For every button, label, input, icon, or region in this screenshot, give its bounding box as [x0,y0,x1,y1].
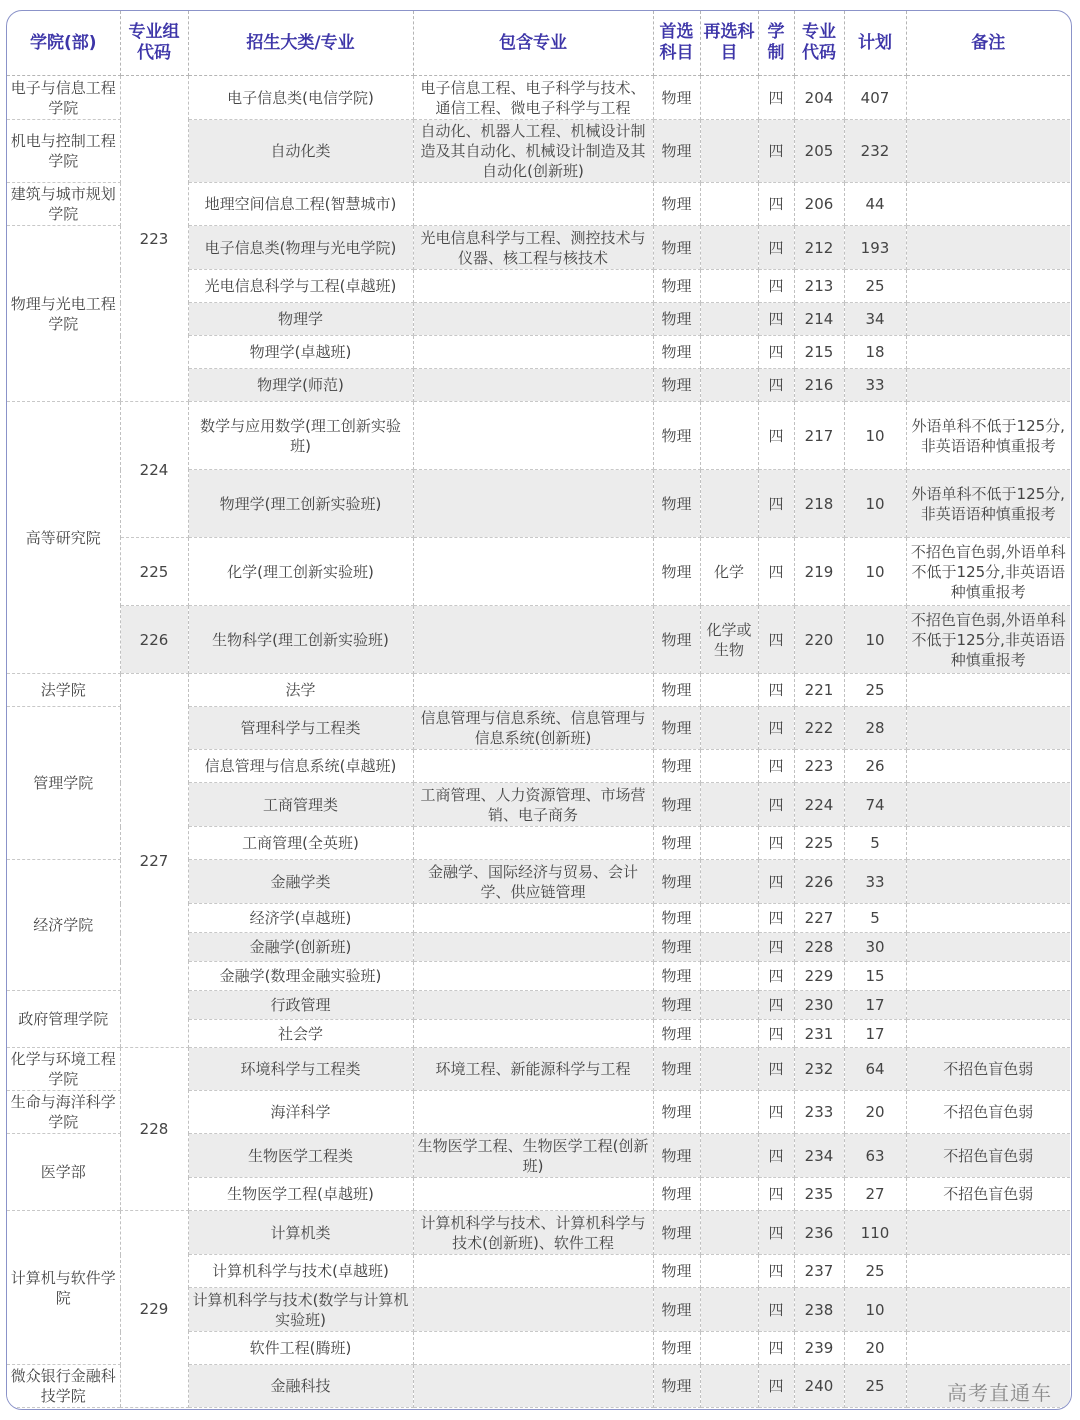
college-cell: 政府管理学院 [7,991,120,1048]
plan-cell: 10 [844,1288,906,1332]
table-row [7,1048,1070,1091]
years-cell: 四 [758,1365,794,1408]
included-majors-cell: 自动化、机器人工程、机械设计制造及其自动化、机械设计制造及其自动化(创新班) [413,120,653,183]
table-row [7,1211,1070,1255]
second-subject-cell [700,402,758,470]
college-cell: 机电与控制工程学院 [7,120,120,183]
table-body [7,76,1070,1408]
major-cell: 行政管理 [188,991,413,1020]
included-majors-cell [413,1091,653,1134]
plan-cell: 74 [844,783,906,827]
first-subject-cell: 物理 [653,933,700,962]
major-code-cell: 222 [794,707,844,750]
years-cell: 四 [758,470,794,538]
major-cell: 物理学(理工创新实验班) [188,470,413,538]
major-code-cell: 214 [794,303,844,336]
first-subject-cell: 物理 [653,226,700,270]
first-subject-cell: 物理 [653,303,700,336]
major-cell: 地理空间信息工程(智慧城市) [188,183,413,226]
major-cell: 电子信息类(电信学院) [188,76,413,120]
major-code-cell: 223 [794,750,844,783]
included-majors-cell [413,369,653,402]
major-cell: 软件工程(腾班) [188,1332,413,1365]
second-subject-cell [700,226,758,270]
years-cell: 四 [758,933,794,962]
years-cell: 四 [758,962,794,991]
note-cell [906,183,1070,226]
first-subject-cell: 物理 [653,707,700,750]
first-subject-cell: 物理 [653,827,700,860]
major-cell: 信息管理与信息系统(卓越班) [188,750,413,783]
major-cell: 环境科学与工程类 [188,1048,413,1091]
included-majors-cell [413,750,653,783]
plan-cell: 5 [844,904,906,933]
college-cell: 计算机与软件学院 [7,1211,120,1365]
header-years: 学制 [758,11,794,76]
header-college: 学院(部) [7,11,120,76]
major-code-cell: 221 [794,674,844,707]
years-cell: 四 [758,1048,794,1091]
note-cell: 不招色盲色弱,外语单科不低于125分,非英语语种慎重报考 [906,606,1070,674]
included-majors-cell [413,1288,653,1332]
included-majors-cell: 电子信息工程、电子科学与技术、通信工程、微电子科学与工程 [413,76,653,120]
first-subject-cell: 物理 [653,674,700,707]
major-code-cell: 204 [794,76,844,120]
first-subject-cell: 物理 [653,369,700,402]
first-subject-cell: 物理 [653,1211,700,1255]
second-subject-cell [700,1365,758,1408]
plan-cell: 193 [844,226,906,270]
major-code-cell: 219 [794,538,844,606]
table-row [7,538,1070,606]
major-code-cell: 224 [794,783,844,827]
note-cell: 不招色盲色弱 [906,1048,1070,1091]
major-code-cell: 228 [794,933,844,962]
plan-cell: 17 [844,1020,906,1048]
plan-cell: 25 [844,674,906,707]
second-subject-cell [700,674,758,707]
years-cell: 四 [758,1288,794,1332]
second-subject-cell [700,1288,758,1332]
note-cell [906,270,1070,303]
table-row [7,606,1070,674]
admissions-plan-table [7,11,1070,1408]
second-subject-cell [700,827,758,860]
plan-cell: 28 [844,707,906,750]
plan-cell: 34 [844,303,906,336]
major-code-cell: 236 [794,1211,844,1255]
group-code-cell: 223 [120,76,188,402]
first-subject-cell: 物理 [653,1178,700,1211]
second-subject-cell [700,76,758,120]
college-cell: 管理学院 [7,707,120,860]
included-majors-cell [413,606,653,674]
note-cell [906,76,1070,120]
first-subject-cell: 物理 [653,606,700,674]
major-cell: 生物医学工程类 [188,1134,413,1178]
plan-cell: 25 [844,1255,906,1288]
note-cell: 外语单科不低于125分,非英语语种慎重报考 [906,470,1070,538]
major-code-cell: 237 [794,1255,844,1288]
major-cell: 计算机科学与技术(卓越班) [188,1255,413,1288]
header-included-majors: 包含专业 [413,11,653,76]
years-cell: 四 [758,1091,794,1134]
years-cell: 四 [758,183,794,226]
note-cell [906,1332,1070,1365]
included-majors-cell [413,336,653,369]
included-majors-cell [413,962,653,991]
second-subject-cell [700,707,758,750]
second-subject-cell: 化学或生物 [700,606,758,674]
header-first-subject: 首选科目 [653,11,700,76]
second-subject-cell [700,470,758,538]
first-subject-cell: 物理 [653,783,700,827]
years-cell: 四 [758,226,794,270]
plan-cell: 15 [844,962,906,991]
included-majors-cell: 光电信息科学与工程、测控技术与仪器、核工程与核技术 [413,226,653,270]
header-major: 招生大类/专业 [188,11,413,76]
plan-cell: 30 [844,933,906,962]
note-cell [906,226,1070,270]
years-cell: 四 [758,860,794,904]
years-cell: 四 [758,303,794,336]
plan-cell: 20 [844,1332,906,1365]
plan-cell: 25 [844,1365,906,1408]
included-majors-cell [413,270,653,303]
college-cell: 医学部 [7,1134,120,1211]
second-subject-cell [700,120,758,183]
second-subject-cell [700,1020,758,1048]
plan-cell: 26 [844,750,906,783]
major-cell: 光电信息科学与工程(卓越班) [188,270,413,303]
group-code-cell: 228 [120,1048,188,1211]
second-subject-cell [700,1178,758,1211]
header-note: 备注 [906,11,1070,76]
included-majors-cell: 生物医学工程、生物医学工程(创新班) [413,1134,653,1178]
college-cell: 经济学院 [7,860,120,991]
note-cell [906,1020,1070,1048]
major-cell: 物理学 [188,303,413,336]
years-cell: 四 [758,1211,794,1255]
college-cell: 化学与环境工程学院 [7,1048,120,1091]
included-majors-cell: 工商管理、人力资源管理、市场营销、电子商务 [413,783,653,827]
first-subject-cell: 物理 [653,1091,700,1134]
included-majors-cell: 信息管理与信息系统、信息管理与信息系统(创新班) [413,707,653,750]
plan-cell: 17 [844,991,906,1020]
note-cell [906,336,1070,369]
note-cell [906,904,1070,933]
group-code-cell: 225 [120,538,188,606]
first-subject-cell: 物理 [653,860,700,904]
second-subject-cell [700,183,758,226]
plan-cell: 10 [844,470,906,538]
years-cell: 四 [758,120,794,183]
major-code-cell: 240 [794,1365,844,1408]
major-cell: 电子信息类(物理与光电学院) [188,226,413,270]
plan-cell: 25 [844,270,906,303]
years-cell: 四 [758,1020,794,1048]
note-cell [906,783,1070,827]
plan-cell: 64 [844,1048,906,1091]
years-cell: 四 [758,270,794,303]
years-cell: 四 [758,1178,794,1211]
group-code-cell: 224 [120,402,188,538]
plan-cell: 10 [844,402,906,470]
plan-cell: 33 [844,860,906,904]
included-majors-cell: 计算机科学与技术、计算机科学与技术(创新班)、软件工程 [413,1211,653,1255]
major-cell: 物理学(师范) [188,369,413,402]
major-code-cell: 216 [794,369,844,402]
group-code-cell: 229 [120,1211,188,1408]
major-cell: 化学(理工创新实验班) [188,538,413,606]
major-cell: 自动化类 [188,120,413,183]
years-cell: 四 [758,1332,794,1365]
table-row [7,674,1070,707]
major-code-cell: 206 [794,183,844,226]
second-subject-cell [700,991,758,1020]
years-cell: 四 [758,707,794,750]
first-subject-cell: 物理 [653,120,700,183]
major-cell: 生物医学工程(卓越班) [188,1178,413,1211]
note-cell [906,991,1070,1020]
plan-cell: 27 [844,1178,906,1211]
first-subject-cell: 物理 [653,1255,700,1288]
second-subject-cell [700,962,758,991]
first-subject-cell: 物理 [653,538,700,606]
years-cell: 四 [758,904,794,933]
major-code-cell: 212 [794,226,844,270]
note-cell [906,674,1070,707]
years-cell: 四 [758,606,794,674]
major-code-cell: 220 [794,606,844,674]
major-code-cell: 229 [794,962,844,991]
first-subject-cell: 物理 [653,1288,700,1332]
first-subject-cell: 物理 [653,962,700,991]
included-majors-cell [413,827,653,860]
major-code-cell: 231 [794,1020,844,1048]
major-cell: 海洋科学 [188,1091,413,1134]
watermark: 高考直通车 [947,1381,1052,1405]
included-majors-cell [413,674,653,707]
plan-cell: 232 [844,120,906,183]
included-majors-cell: 金融学、国际经济与贸易、会计学、供应链管理 [413,860,653,904]
group-code-cell: 226 [120,606,188,674]
years-cell: 四 [758,402,794,470]
major-code-cell: 233 [794,1091,844,1134]
table-row [7,402,1070,470]
major-cell: 工商管理(全英班) [188,827,413,860]
included-majors-cell [413,1365,653,1408]
years-cell: 四 [758,827,794,860]
included-majors-cell [413,1332,653,1365]
note-cell [906,962,1070,991]
note-cell [906,369,1070,402]
first-subject-cell: 物理 [653,183,700,226]
included-majors-cell [413,904,653,933]
major-code-cell: 230 [794,991,844,1020]
major-code-cell: 238 [794,1288,844,1332]
plan-cell: 110 [844,1211,906,1255]
plan-cell: 63 [844,1134,906,1178]
college-cell: 高等研究院 [7,402,120,674]
major-cell: 物理学(卓越班) [188,336,413,369]
second-subject-cell [700,303,758,336]
note-cell [906,120,1070,183]
major-code-cell: 232 [794,1048,844,1091]
major-code-cell: 226 [794,860,844,904]
second-subject-cell: 化学 [700,538,758,606]
major-code-cell: 227 [794,904,844,933]
years-cell: 四 [758,750,794,783]
second-subject-cell [700,1255,758,1288]
first-subject-cell: 物理 [653,1020,700,1048]
major-code-cell: 225 [794,827,844,860]
years-cell: 四 [758,336,794,369]
college-cell: 生命与海洋科学学院 [7,1091,120,1134]
major-code-cell: 235 [794,1178,844,1211]
second-subject-cell [700,1211,758,1255]
major-cell: 管理科学与工程类 [188,707,413,750]
major-cell: 计算机类 [188,1211,413,1255]
header-group-code: 专业组代码 [120,11,188,76]
first-subject-cell: 物理 [653,1048,700,1091]
table-header-row [7,11,1070,76]
included-majors-cell [413,1178,653,1211]
major-cell: 生物科学(理工创新实验班) [188,606,413,674]
college-cell: 物理与光电工程学院 [7,226,120,402]
note-cell: 外语单科不低于125分,非英语语种慎重报考 [906,402,1070,470]
second-subject-cell [700,933,758,962]
major-cell: 金融学类 [188,860,413,904]
note-cell [906,1255,1070,1288]
years-cell: 四 [758,1134,794,1178]
major-code-cell: 234 [794,1134,844,1178]
major-cell: 计算机科学与技术(数学与计算机实验班) [188,1288,413,1332]
note-cell: 不招色盲色弱 [906,1178,1070,1211]
major-cell: 数学与应用数学(理工创新实验班) [188,402,413,470]
first-subject-cell: 物理 [653,336,700,369]
included-majors-cell [413,470,653,538]
major-code-cell: 217 [794,402,844,470]
note-cell [906,303,1070,336]
major-cell: 社会学 [188,1020,413,1048]
first-subject-cell: 物理 [653,1332,700,1365]
first-subject-cell: 物理 [653,76,700,120]
major-code-cell: 205 [794,120,844,183]
years-cell: 四 [758,76,794,120]
group-code-cell: 227 [120,674,188,1048]
second-subject-cell [700,750,758,783]
note-cell [906,933,1070,962]
first-subject-cell: 物理 [653,402,700,470]
college-cell: 法学院 [7,674,120,707]
first-subject-cell: 物理 [653,1134,700,1178]
plan-cell: 10 [844,606,906,674]
included-majors-cell [413,402,653,470]
years-cell: 四 [758,783,794,827]
first-subject-cell: 物理 [653,470,700,538]
plan-cell: 407 [844,76,906,120]
header-major-code: 专业代码 [794,11,844,76]
years-cell: 四 [758,1255,794,1288]
included-majors-cell [413,1020,653,1048]
note-cell: 不招色盲色弱 [906,1091,1070,1134]
header-second-subject: 再选科目 [700,11,758,76]
years-cell: 四 [758,369,794,402]
plan-cell: 5 [844,827,906,860]
college-cell: 建筑与城市规划学院 [7,183,120,226]
first-subject-cell: 物理 [653,750,700,783]
first-subject-cell: 物理 [653,270,700,303]
second-subject-cell [700,1332,758,1365]
major-code-cell: 213 [794,270,844,303]
major-cell: 经济学(卓越班) [188,904,413,933]
included-majors-cell [413,991,653,1020]
second-subject-cell [700,336,758,369]
first-subject-cell: 物理 [653,904,700,933]
plan-cell: 20 [844,1091,906,1134]
second-subject-cell [700,904,758,933]
plan-cell: 10 [844,538,906,606]
college-cell: 微众银行金融科技学院 [7,1365,120,1408]
college-cell: 电子与信息工程学院 [7,76,120,120]
included-majors-cell: 环境工程、新能源科学与工程 [413,1048,653,1091]
note-cell [906,750,1070,783]
second-subject-cell [700,783,758,827]
years-cell: 四 [758,538,794,606]
major-code-cell: 239 [794,1332,844,1365]
major-code-cell: 218 [794,470,844,538]
second-subject-cell [700,1134,758,1178]
note-cell [906,827,1070,860]
major-code-cell: 215 [794,336,844,369]
years-cell: 四 [758,991,794,1020]
second-subject-cell [700,270,758,303]
note-cell [906,707,1070,750]
first-subject-cell: 物理 [653,991,700,1020]
second-subject-cell [700,1048,758,1091]
major-cell: 金融学(创新班) [188,933,413,962]
note-cell [906,1288,1070,1332]
table-row [7,76,1070,120]
included-majors-cell [413,1255,653,1288]
plan-cell: 33 [844,369,906,402]
plan-cell: 18 [844,336,906,369]
major-cell: 工商管理类 [188,783,413,827]
note-cell [906,1211,1070,1255]
note-cell [906,860,1070,904]
included-majors-cell [413,538,653,606]
second-subject-cell [700,369,758,402]
second-subject-cell [700,860,758,904]
years-cell: 四 [758,674,794,707]
major-cell: 金融科技 [188,1365,413,1408]
note-cell: 不招色盲色弱,外语单科不低于125分,非英语语种慎重报考 [906,538,1070,606]
admissions-table-frame [6,10,1072,1410]
second-subject-cell [700,1091,758,1134]
included-majors-cell [413,933,653,962]
included-majors-cell [413,303,653,336]
major-cell: 法学 [188,674,413,707]
included-majors-cell [413,183,653,226]
major-cell: 金融学(数理金融实验班) [188,962,413,991]
plan-cell: 44 [844,183,906,226]
first-subject-cell: 物理 [653,1365,700,1408]
header-plan: 计划 [844,11,906,76]
note-cell: 不招色盲色弱 [906,1134,1070,1178]
